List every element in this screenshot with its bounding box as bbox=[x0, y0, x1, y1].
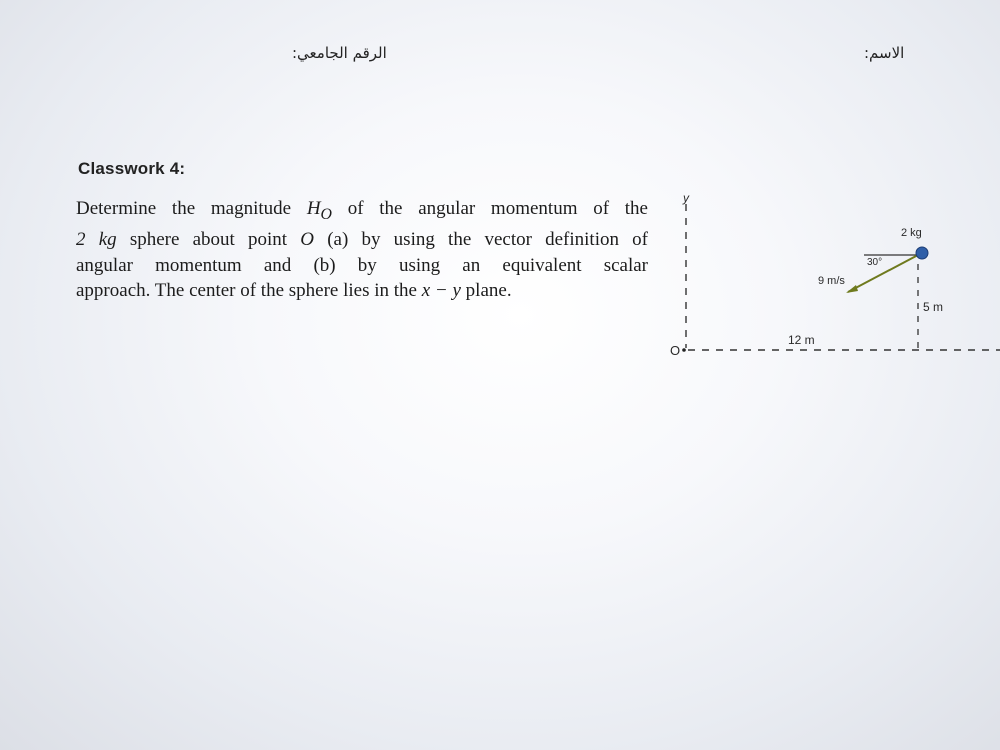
x-distance-label: 12 m bbox=[788, 333, 815, 347]
problem-text: approach. The center of the sphere lies in the bbox=[76, 280, 422, 302]
angle-label: 30° bbox=[867, 257, 883, 268]
velocity-vector bbox=[848, 255, 918, 292]
y-axis-label: y bbox=[683, 191, 689, 205]
name-label: الاسم: bbox=[864, 44, 905, 62]
angular-momentum-symbol bbox=[306, 198, 332, 223]
velocity-arrowhead bbox=[846, 285, 858, 293]
problem-line-2 bbox=[76, 227, 648, 253]
mass-value: 2 kg bbox=[76, 229, 117, 251]
origin-label: O bbox=[670, 343, 681, 358]
classwork-title: Classwork 4: bbox=[78, 159, 186, 178]
problem-line-4 bbox=[76, 278, 648, 304]
student-id-label: الرقم الجامعي: bbox=[292, 44, 387, 62]
problem-text: (a) by using the vector definition of bbox=[314, 229, 649, 251]
problem-line-1 bbox=[76, 196, 648, 227]
problem-text: Determine the magnitude bbox=[76, 198, 307, 219]
problem-line-3: angular momentum and (b) by using an equivalent scalar bbox=[76, 254, 648, 276]
problem-text: sphere about point bbox=[116, 229, 301, 251]
problem-text: plane. bbox=[460, 280, 512, 302]
y-distance-label: 5 m bbox=[923, 300, 944, 314]
mass-label: 2 kg bbox=[901, 227, 922, 239]
point-symbol: O bbox=[300, 229, 315, 251]
problem-text: of the angular momentum of the bbox=[331, 198, 648, 219]
problem-statement bbox=[76, 196, 648, 304]
origin-point bbox=[682, 348, 686, 352]
h-symbol: H bbox=[306, 198, 321, 219]
h-subscript: O bbox=[320, 205, 332, 223]
sphere-diagram bbox=[660, 188, 1000, 368]
figure bbox=[660, 188, 1000, 368]
velocity-label: 9 m/s bbox=[818, 275, 845, 287]
sphere bbox=[916, 247, 928, 259]
plane-symbol: x − y bbox=[421, 280, 461, 302]
